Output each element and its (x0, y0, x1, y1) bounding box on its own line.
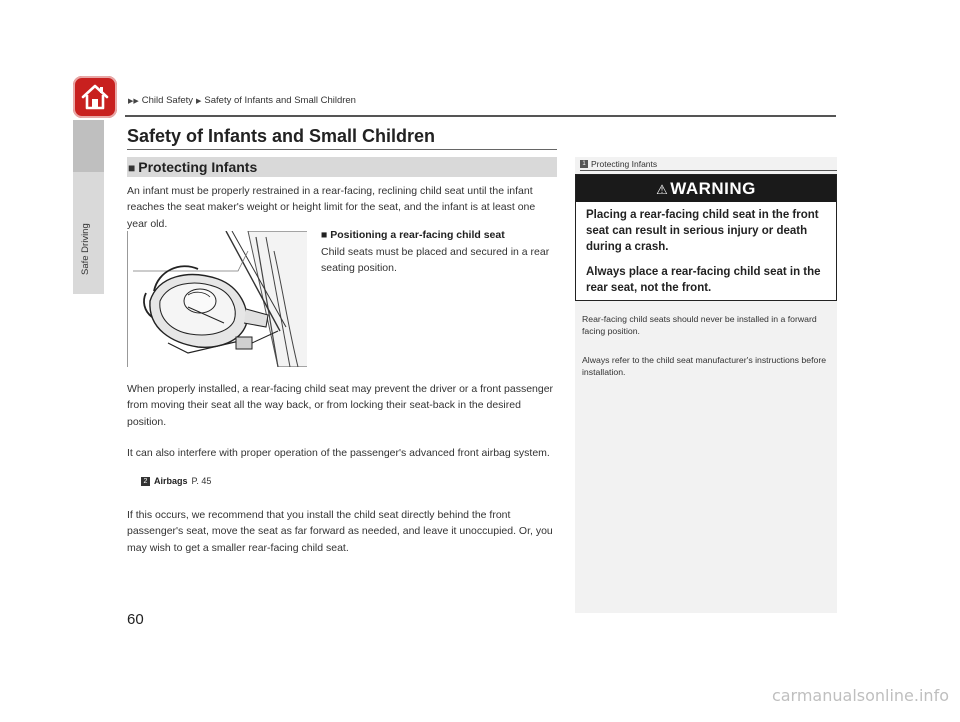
note-marker-icon: 1 (580, 160, 588, 168)
triangle-right-icon: ▶ (196, 97, 202, 105)
warning-box (575, 174, 837, 301)
rear-facing-child-seat-illustration (127, 231, 307, 367)
warning-title: WARNING (670, 179, 756, 198)
sidebar-note-1: Rear-facing child seats should never be installed in a forward facing position. (582, 314, 817, 337)
subheading-text: Positioning a rear-facing child seat (330, 229, 505, 241)
breadcrumb-item-child-safety[interactable]: Child Safety (141, 95, 194, 106)
intro-paragraph: An infant must be properly restrained in a rear-facing, reclining child seat until the infant reaches the seat maker's weight or height limit for the seat, and the infant is at least one year old. (127, 185, 536, 230)
subheading-paragraph: Child seats must be placed and secured in a rear seating position. (321, 246, 550, 274)
sidebar-note-2: Always refer to the child seat manufacturer's instructions before installation. (582, 355, 827, 378)
section-title: Protecting Infants (138, 159, 258, 175)
breadcrumb (128, 95, 356, 106)
sidebar-label (580, 159, 657, 169)
warning-text (576, 202, 831, 296)
page-number: 60 (127, 611, 144, 628)
subheading: ■ Positioning a rear-facing child seat (321, 229, 505, 241)
title-divider (127, 149, 557, 150)
paragraph-installation: When properly installed, a rear-facing child seat may prevent the driver or a front passenger from moving their seat all the way back, or from locking their seat-back in the desired position. (127, 383, 554, 428)
home-button[interactable] (73, 76, 117, 118)
paragraph-recommendation: If this occurs, we recommend that you install the child seat directly behind the front passenger's seat, move the seat as far forward as needed, and leave it unoccupied. Or, you may wish to get a smaller rear-facing child seat. (127, 509, 553, 554)
sidebar-notes (575, 157, 837, 613)
chapter-side-label[interactable]: Safe Driving (80, 223, 91, 275)
page-title: Safety of Infants and Small Children (127, 126, 436, 146)
reference-label: Airbags (154, 476, 188, 486)
chapter-tab-dark (73, 120, 104, 172)
warning-header (576, 175, 836, 202)
triangle-right-icon: ▶▶ (128, 97, 139, 105)
paragraph-airbag: It can also interfere with proper operation of the passenger's advanced front airbag system. (127, 447, 550, 459)
square-bullet-icon: ■ (128, 161, 136, 175)
home-icon (80, 83, 110, 111)
breadcrumb-item-current[interactable]: Safety of Infants and Small Children (204, 95, 356, 106)
header-divider (125, 115, 836, 117)
watermark: carmanualsonline.info (771, 686, 949, 705)
airbags-reference-link[interactable] (141, 476, 211, 486)
reference-page: P. 45 (191, 476, 212, 486)
sidebar-divider (580, 170, 837, 171)
warning-icon: ⚠ (656, 182, 669, 197)
warning-text-1: Placing a rear-facing child seat in the front seat can result in serious injury or death during a crash. (586, 209, 819, 253)
warning-text-2: Always place a rear-facing child seat in the rear seat, not the front. (586, 266, 821, 294)
sidebar-label-text: Protecting Infants (591, 159, 658, 169)
section-heading (127, 157, 557, 177)
reference-arrow-icon: 2 (141, 477, 150, 486)
